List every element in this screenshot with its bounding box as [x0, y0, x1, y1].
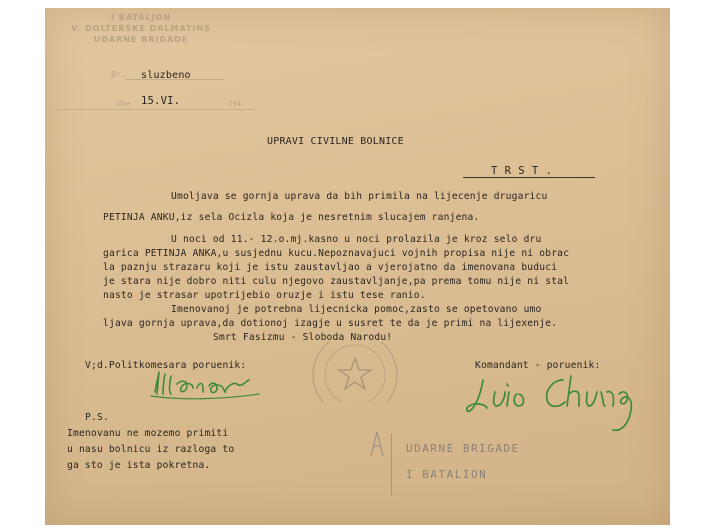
recipient-city: T R S T . — [491, 165, 553, 177]
letter-date: 15.VI. — [141, 95, 181, 107]
stamp-line: V. DOLTERSKE DALMATINS — [71, 24, 211, 33]
stamp-year: 194 — [228, 100, 242, 108]
city-underline — [463, 177, 595, 178]
stamp-rule — [55, 109, 255, 110]
postscript-line: u nasu bolnicu iz razloga to — [67, 444, 235, 455]
stamp-date-prefix: dne — [117, 100, 131, 108]
body-line: garica PETINJA ANKA,u susjednu kucu.Nepoznavajuci vojnih propisa nije ni obrac — [103, 248, 570, 259]
body-line: ljava gornja uprava,da dotionoj izagje u susret te da je primi na lijexenje. — [103, 318, 558, 329]
left-signatory-title: V;d.Politkomesara poruenik: — [85, 360, 247, 371]
document-paper — [45, 8, 670, 525]
bottom-stamp-line: I BATALION — [406, 468, 488, 481]
stamp-line: I BATALJON — [110, 13, 172, 22]
postscript-line: Imenovanu ne mozemo primiti — [67, 428, 229, 439]
postscript-label: P.S. — [85, 412, 109, 423]
body-line: Imenovanoj je potrebna lijecnicka pomoc,zasto se opetovano umo — [171, 304, 542, 315]
body-line: je stara nije dobro niti culu njegovo zaustavljanje,pa prema tomu nije ni stal — [103, 276, 570, 287]
header-stamp — [53, 12, 229, 106]
stamp-line: UDARNE BRIGADE — [93, 35, 189, 44]
postscript-line: ga sto je ista pokretna. — [67, 460, 211, 471]
pencil-mark — [367, 428, 387, 458]
body-line: Smrt Fasizmu - Sloboda Narodu! — [213, 332, 393, 343]
service-label: sluzbeno — [141, 70, 191, 81]
body-line: la paznju strazaru koji je istu zaustavljao a vjerojatno da imenovana buduci — [103, 262, 558, 273]
bottom-stamp-line: UDARNE BRIGADE — [406, 442, 520, 455]
body-line: Umoljava se gornja uprava da bih primila na lijecenje drugaricu — [171, 191, 548, 202]
bottom-stamp — [391, 434, 588, 496]
round-seal-stamp — [303, 342, 407, 402]
stamp-br-label: Br. — [111, 70, 127, 79]
body-line: U noci od 11.- 12.o.mj.kasno u noci prolazila je kroz selo dru — [171, 234, 542, 245]
right-signatory-title: Komandant - poruenik: — [475, 360, 601, 371]
left-signature — [149, 366, 289, 402]
recipient-name: UPRAVI CIVILNE BOLNICE — [267, 136, 404, 147]
body-line: PETINJA ANKU,iz sela Ocizla koja je nesretnim slucajem ranjena. — [103, 212, 480, 223]
body-line: nasto je strasar upotrijebio oruzje i istu tese ranio. — [103, 290, 426, 301]
